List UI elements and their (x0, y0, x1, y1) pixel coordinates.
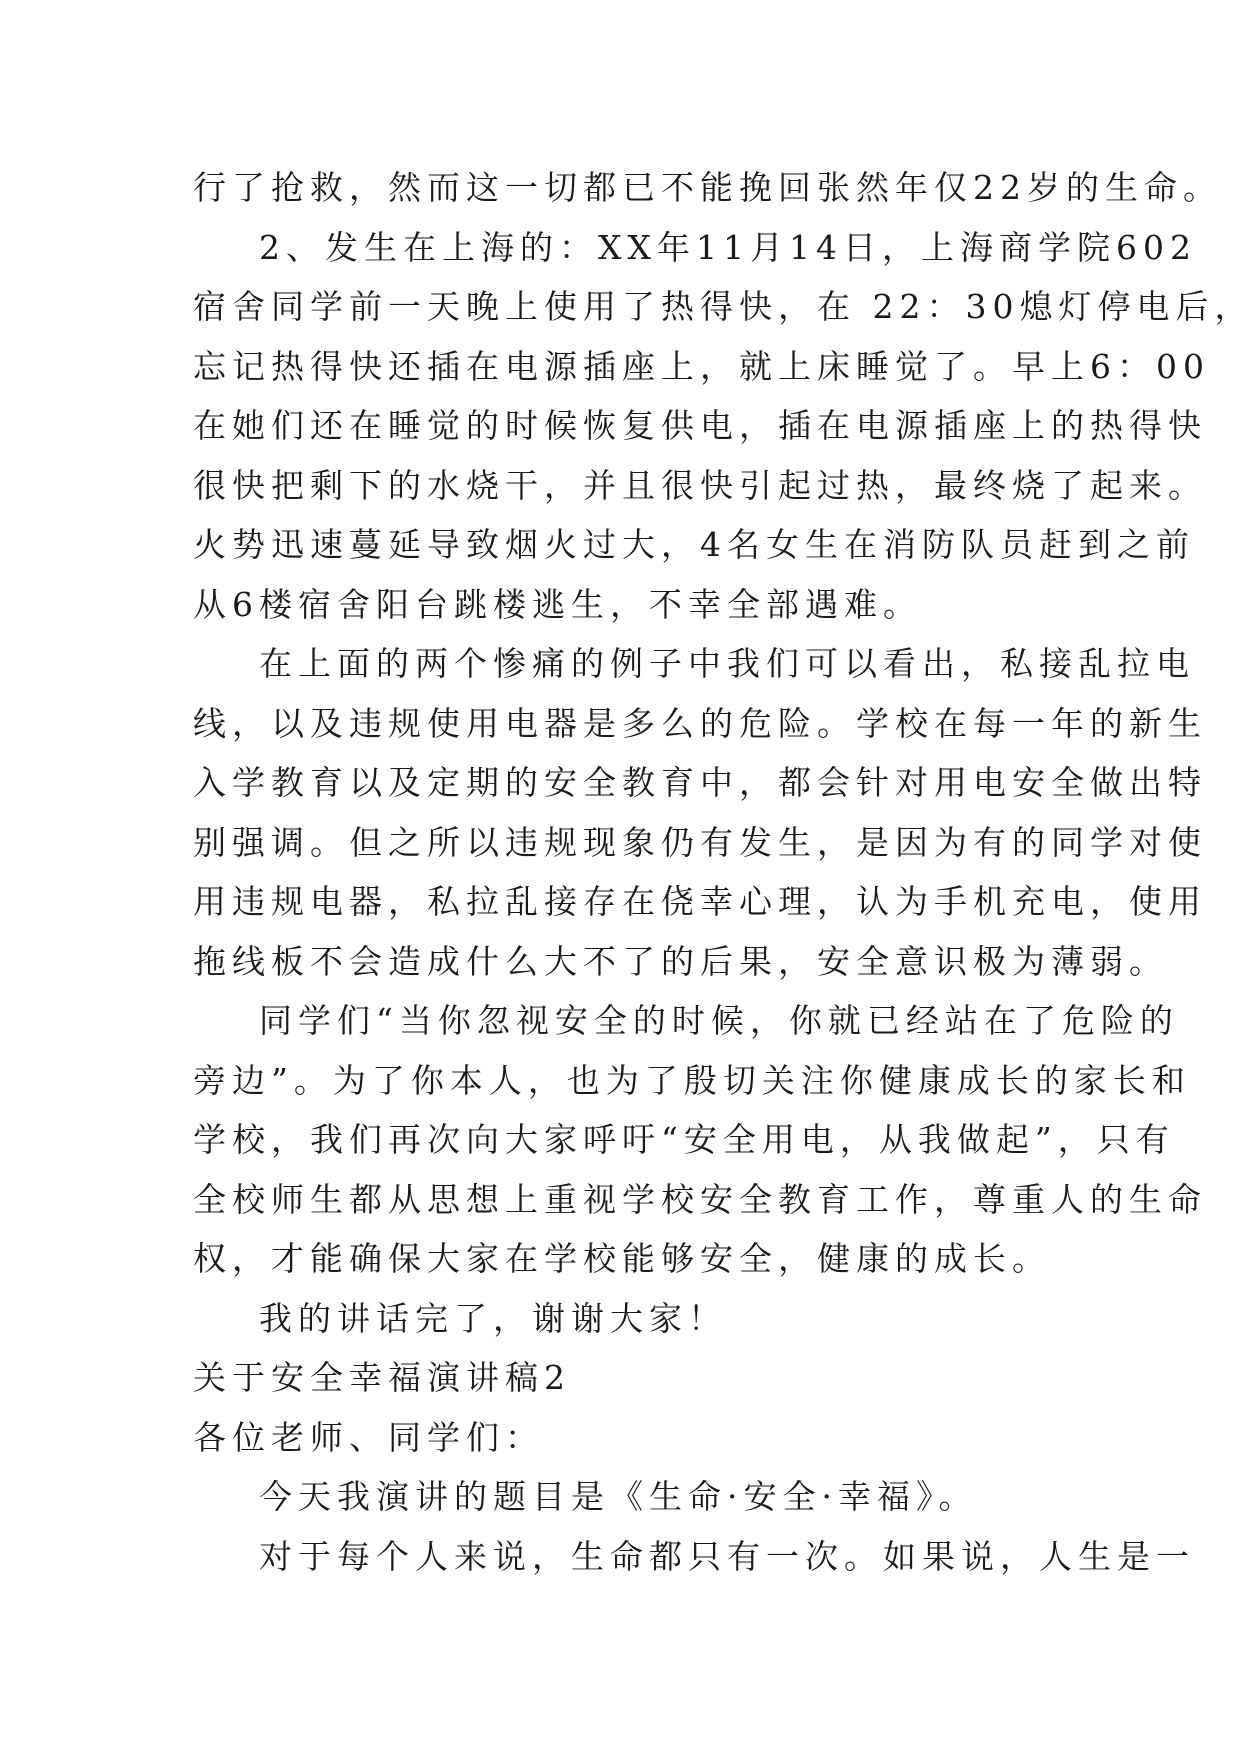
text-line: 线，以及违规使用电器是多么的危险。学校在每一年的新生 (193, 703, 1207, 743)
text-line: 拖线板不会造成什么大不了的后果，安全意识极为薄弱。 (193, 941, 1168, 981)
text-line: 全校师生都从思想上重视学校安全教育工作，尊重人的生命 (193, 1179, 1207, 1219)
text-line: 旁边”。为了你本人，也为了殷切关注你健康成长的家长和 (193, 1060, 1191, 1100)
text-line: 2、发生在上海的：XX年11月14日，上海商学院602 (259, 227, 1197, 267)
text-line: 在她们还在睡觉的时候恢复供电，插在电源插座上的热得快 (193, 406, 1207, 445)
text-line: 学校，我们再次向大家呼吁“安全用电，从我做起”，只有 (193, 1120, 1175, 1159)
text-line: 我的讲话完了，谢谢大家！ (259, 1298, 727, 1338)
text-line: 很快把剩下的水烧干，并且很快引起过热，最终烧了起来。 (193, 465, 1207, 505)
text-line: 对于每个人来说，生命都只有一次。如果说，人生是一 (259, 1536, 1195, 1576)
text-line: 别强调。但之所以违规现象仍有发生，是因为有的同学对使 (193, 822, 1207, 862)
text-line: 入学教育以及定期的安全教育中，都会针对用电安全做出特 (193, 763, 1207, 802)
document-body (193, 158, 1253, 1586)
text-line: 宿舍同学前一天晚上使用了热得快，在 22：30熄灯停电后， (193, 287, 1253, 326)
text-line: 行了抢救，然而这一切都已不能挽回张然年仅22岁的生命。 (193, 168, 1222, 207)
text-line: 今天我演讲的题目是《生命·安全·幸福》。 (259, 1477, 978, 1516)
text-line: 火势迅速蔓延导致烟火过大，4名女生在消防队员赶到之前 (193, 525, 1195, 564)
text-line: 在上面的两个惨痛的例子中我们可以看出，私接乱拉电 (259, 644, 1195, 683)
text-line: 同学们“当你忽视安全的时候，你就已经站在了危险的 (259, 1001, 1179, 1040)
text-line: 忘记热得快还插在电源插座上，就上床睡觉了。早上6：00 (193, 346, 1210, 386)
text-line: 权，才能确保大家在学校能够安全，健康的成长。 (193, 1239, 1051, 1278)
text-line: 从6楼宿舍阳台跳楼逃生，不幸全部遇难。 (193, 584, 922, 624)
section-heading: 关于安全幸福演讲稿2 (193, 1358, 571, 1397)
salutation: 各位老师、同学们： (193, 1417, 544, 1457)
text-line: 用违规电器，私拉乱接存在侥幸心理，认为手机充电，使用 (193, 882, 1207, 921)
